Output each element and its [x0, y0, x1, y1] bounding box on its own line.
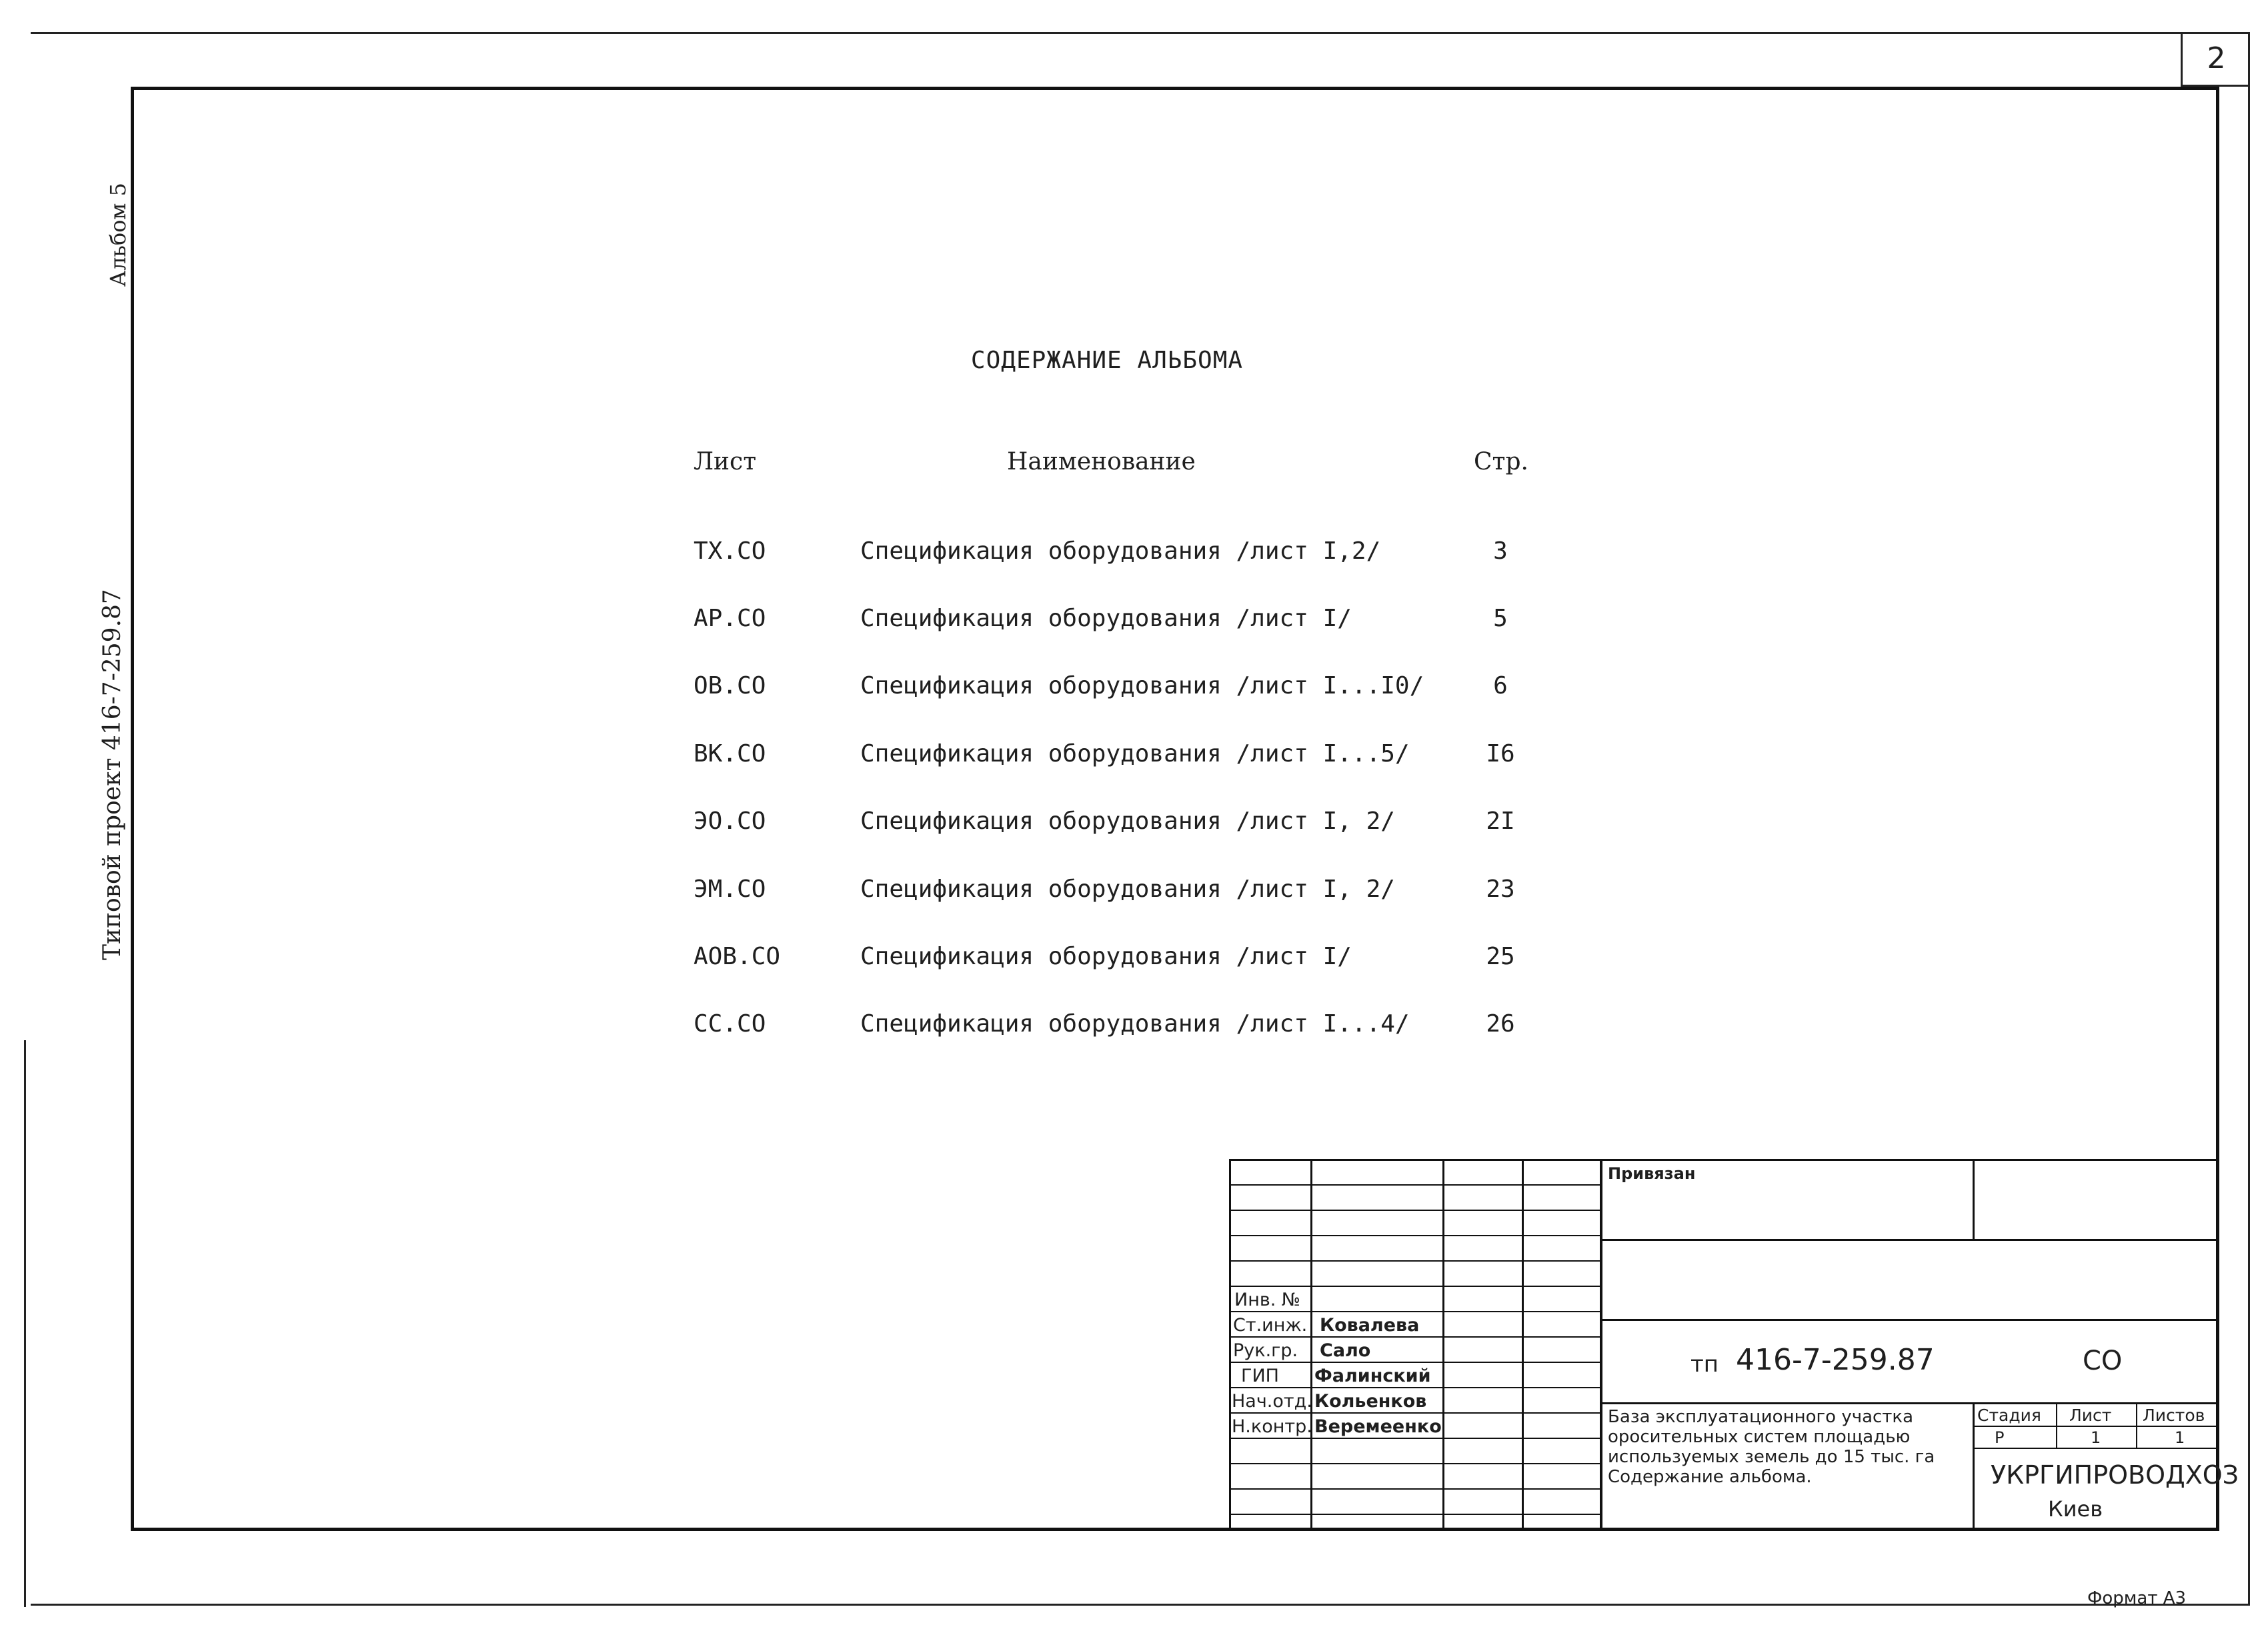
- signature-name: Сало: [1320, 1340, 1371, 1361]
- sheets-value: 1: [2175, 1428, 2185, 1447]
- doc-number: 416-7-259.87: [1736, 1343, 1935, 1377]
- page-title: СОДЕРЖАНИЕ АЛЬБОМА: [970, 347, 1244, 374]
- row-name: Спецификация оборудования /лист I/: [860, 943, 1352, 970]
- bound-label: Привязан: [1608, 1164, 1696, 1183]
- row-name: Спецификация оборудования /лист I,2/: [860, 537, 1381, 565]
- row-name: Спецификация оборудования /лист I...4/: [860, 1010, 1410, 1038]
- signature-role: Рук.гр.: [1233, 1340, 1298, 1361]
- row-code: АР.СО: [694, 605, 766, 632]
- row-code: ЭО.СО: [694, 807, 766, 835]
- doc-code: СО: [2083, 1346, 2123, 1376]
- row-code: АОВ.СО: [694, 943, 781, 970]
- column-header-sheet: Лист: [694, 448, 757, 475]
- row-page: 5: [1493, 605, 1508, 632]
- inv-label: Инв. №: [1234, 1290, 1301, 1310]
- row-code: СС.СО: [694, 1010, 766, 1038]
- sheets-label: Листов: [2143, 1406, 2205, 1425]
- signature-name: Фалинский: [1314, 1366, 1431, 1386]
- row-name: Спецификация оборудования /лист I, 2/: [860, 876, 1395, 903]
- signature-name: Веремеенко: [1314, 1416, 1442, 1437]
- signature-role: Н.контр.: [1232, 1416, 1312, 1437]
- row-code: ВК.СО: [694, 740, 766, 767]
- signature-name: Ковалева: [1320, 1315, 1420, 1336]
- row-code: ТХ.СО: [694, 537, 766, 565]
- description-line: База эксплуатационного участка: [1608, 1407, 1914, 1427]
- row-name: Спецификация оборудования /лист I/: [860, 605, 1352, 632]
- signature-role: Нач.отд.: [1232, 1391, 1312, 1412]
- stage-label: Стадия: [1977, 1406, 2041, 1425]
- row-page: 25: [1486, 943, 1515, 970]
- title-block: [1229, 1159, 2239, 1531]
- sheet-label: Лист: [2069, 1406, 2112, 1425]
- row-code: ЭМ.СО: [694, 876, 766, 903]
- row-page: 6: [1493, 672, 1508, 699]
- signature-role: ГИП: [1241, 1366, 1279, 1386]
- row-name: Спецификация оборудования /лист I, 2/: [860, 807, 1395, 835]
- organization-city: Киев: [2048, 1496, 2103, 1522]
- row-code: ОВ.СО: [694, 672, 766, 699]
- column-header-page: Стр.: [1474, 448, 1528, 475]
- side-project-label: Типовой проект 416-7-259.87: [99, 589, 126, 960]
- row-name: Спецификация оборудования /лист I...I0/: [860, 672, 1424, 699]
- description-line: Содержание альбома.: [1608, 1467, 1812, 1487]
- row-name: Спецификация оборудования /лист I...5/: [860, 740, 1410, 767]
- row-page: I6: [1486, 740, 1515, 767]
- row-page: 26: [1486, 1010, 1515, 1038]
- sheet-value: 1: [2091, 1428, 2101, 1447]
- column-header-name: Наименование: [1007, 448, 1196, 475]
- row-page: 2I: [1486, 807, 1515, 835]
- stage-value: Р: [1995, 1428, 2005, 1447]
- signature-role: Ст.инж.: [1233, 1315, 1308, 1336]
- row-page: 3: [1493, 537, 1508, 565]
- description-line: оросительных систем площадью: [1608, 1427, 1911, 1447]
- organization-name: УКРГИПРОВОДХОЗ: [1991, 1460, 2239, 1490]
- side-album-label: Альбом 5: [105, 183, 131, 287]
- format-label: Формат А3: [2087, 1588, 2187, 1608]
- description-line: используемых земель до 15 тыс. га: [1608, 1447, 1935, 1467]
- signature-name: Кольенков: [1314, 1391, 1427, 1412]
- doc-prefix: тп: [1690, 1351, 1719, 1378]
- page-number: 2: [2181, 32, 2250, 87]
- row-page: 23: [1486, 876, 1515, 903]
